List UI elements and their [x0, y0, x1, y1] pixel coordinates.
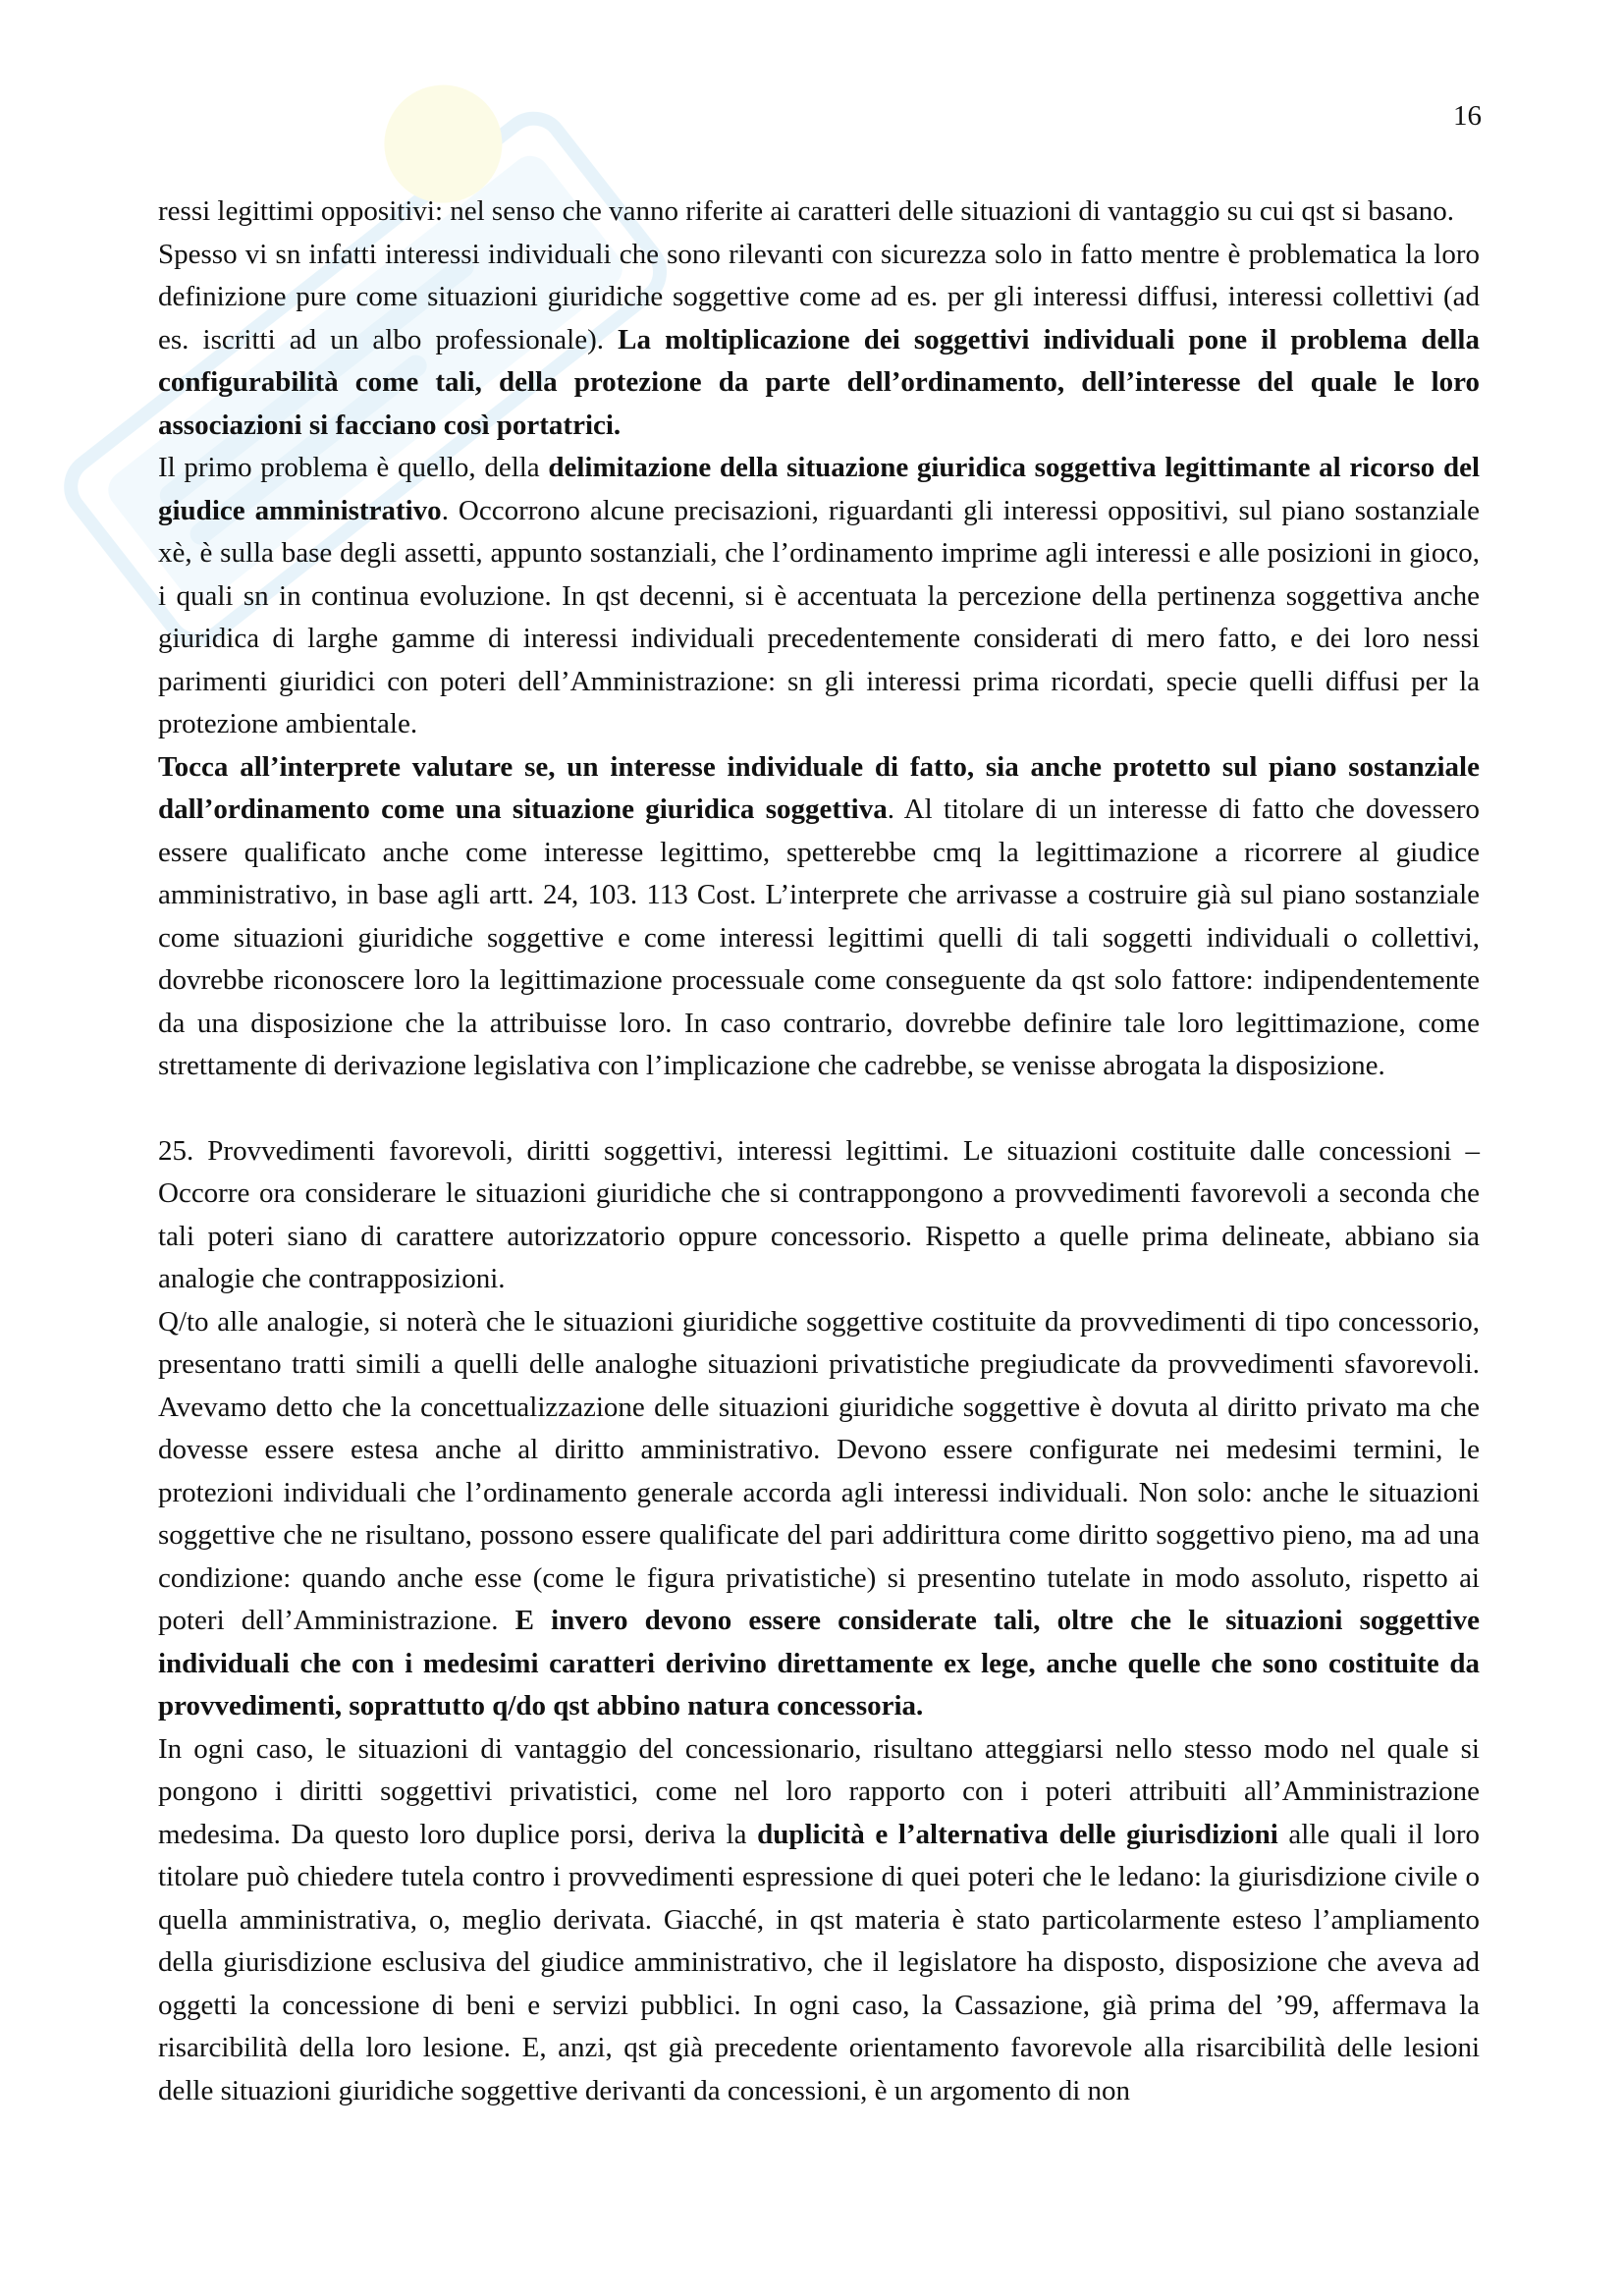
text-run: Q/to alle analogie, si noterà che le situazioni giuridiche soggettive costituite da provvedimenti di tipo concessorio, presentano tratti simili a quelli delle analoghe situazioni privatistiche pregiudicate da provvedimenti sfavorevoli. Avevamo detto che la concettualizzazione delle situazioni giuridiche soggettive è dovuta al diritto privato ma che dovesse essere estesa anche al diritto amministrativo. Devono essere configurate nei medesimi termini, le protezioni individuali che l’ordinamento generale accorda agli interessi individuali. Non solo: anche le situazioni soggettive che ne risultano, possono essere qualificate del pari addirittura come diritto soggettivo pieno, ma ad una condizione: quando anche esse (come le figura privatistiche) si presentino tutelate in modo assoluto, rispetto ai poteri dell’Amministrazione.: [158, 1305, 1480, 1636]
bold-text: duplicità e l’alternativa delle giurisdizioni: [757, 1818, 1278, 1850]
page-number: 16: [1453, 100, 1482, 132]
bold-text: delimitazione della situazione giuridica soggettiva legittimante al ricorso del giudice amministrativo: [158, 452, 1481, 526]
paragraph: [158, 746, 1480, 1088]
text-run: Spesso vi sn infatti interessi individuali che sono rilevanti con sicurezza solo in fatto mentre è problematica la loro definizione pure come situazioni giuridiche soggettive come ad es. per gli interessi diffusi, interessi collettivi (ad es. iscritti ad un albo professionale).: [158, 238, 1480, 355]
paragraph: [158, 191, 1480, 234]
paragraph: [158, 1301, 1480, 1728]
bold-text: La moltiplicazione dei soggettivi individuali pone il problema della configurabilità come tali, della protezione da parte dell’ordinamento, dell’interesse del quale le loro associazioni si facciano così portatrici.: [158, 323, 1480, 441]
paragraph: [158, 234, 1480, 448]
text-run: . Occorrono alcune precisazioni, riguardanti gli interessi oppositivi, sul piano sostanziale xè, è sulla base degli assetti, appunto sostanziali, che l’ordinamento imprime agli interessi e alle posizioni in gioco, i quali sn in continua evoluzione. In qst decenni, si è accentuata la percezione della pertinenza soggettiva anche giuridica di larghe gamme di interessi individuali precedentemente considerati di mero fatto, e dei loro nessi parimenti giuridici con poteri dell’Amministrazione: sn gli interessi prima ricordati, specie quelli diffusi per la protezione ambientale.: [158, 494, 1480, 739]
document-body: [158, 191, 1480, 2112]
paragraph: [158, 447, 1480, 746]
paragraph: [158, 1130, 1480, 1301]
text-run: 25. Provvedimenti favorevoli, diritti soggettivi, interessi legittimi. Le situazioni costituite dalle concessioni – Occorre ora considerare le situazioni giuridiche che si contrappongono a provvedimenti favorevoli a seconda che tali poteri siano di carattere autorizzatorio oppure concessorio. Rispetto a quelle prima delineate, abbiano sia analogie che contrapposizioni.: [158, 1134, 1480, 1294]
text-run: In ogni caso, le situazioni di vantaggio del concessionario, risultano atteggiarsi nello stesso modo nel quale si pongono i diritti soggettivi privatistici, come nel loro rapporto con i poteri attribuiti all’Amministrazione medesima. Da questo loro duplice porsi, deriva la: [158, 1732, 1480, 1850]
text-run: Il primo problema è quello, della: [158, 452, 549, 483]
text-run: alle quali il loro titolare può chiedere tutela contro i provvedimenti espressione di quei poteri che le ledano: la giurisdizione civile o quella amministrativa, o, meglio derivata. Giacché, in qst materia è stato particolarmente esteso l’ampliamento della giurisdizione esclusiva del giudice amministrativo, che il legislatore ha disposto, disposizione che aveva ad oggetti la concessione di beni e servizi pubblici. In ogni caso, la Cassazione, già prima del ’99, affermava la risarcibilità della loro lesione. E, anzi, qst già precedente orientamento favorevole alla risarcibilità delle lesioni delle situazioni giuridiche soggettive derivanti da concessioni, è un argomento di non: [158, 1818, 1480, 2106]
text-run: . Al titolare di un interesse di fatto che dovessero essere qualificato anche come interesse legittimo, spetterebbe cmq la legittimazione a ricorrere al giudice amministrativo, in base agli artt. 24, 103. 113 Cost. L’interprete che arrivasse a costruire già sul piano sostanziale come situazioni giuridiche soggettive e come interessi legittimi quelli di tali soggetti individuali o collettivi, dovrebbe riconoscere loro la legittimazione processuale come conseguente da qst solo fattore: indipendentemente da una disposizione che la attribuisse loro. In caso contrario, dovrebbe definire tale loro legittimazione, come strettamente di derivazione legislativa con l’implicazione che cadrebbe, se venisse abrogata la disposizione.: [158, 793, 1480, 1081]
bold-text: Tocca all’interprete valutare se, un interesse individuale di fatto, sia anche protetto sul piano sostanziale dall’ordinamento come una situazione giuridica soggettiva: [158, 750, 1480, 825]
bold-text: E invero devono essere considerate tali, oltre che le situazioni soggettive individuali che con i medesimi caratteri derivino direttamente ex lege, anche quelle che sono costituite da provvedimenti, soprattutto q/do qst abbino natura concessoria.: [158, 1605, 1480, 1722]
text-run: ressi legittimi oppositivi: nel senso che vanno riferite ai caratteri delle situazioni di vantaggio su cui qst si basano.: [158, 195, 1454, 227]
paragraph: [158, 1728, 1480, 2113]
